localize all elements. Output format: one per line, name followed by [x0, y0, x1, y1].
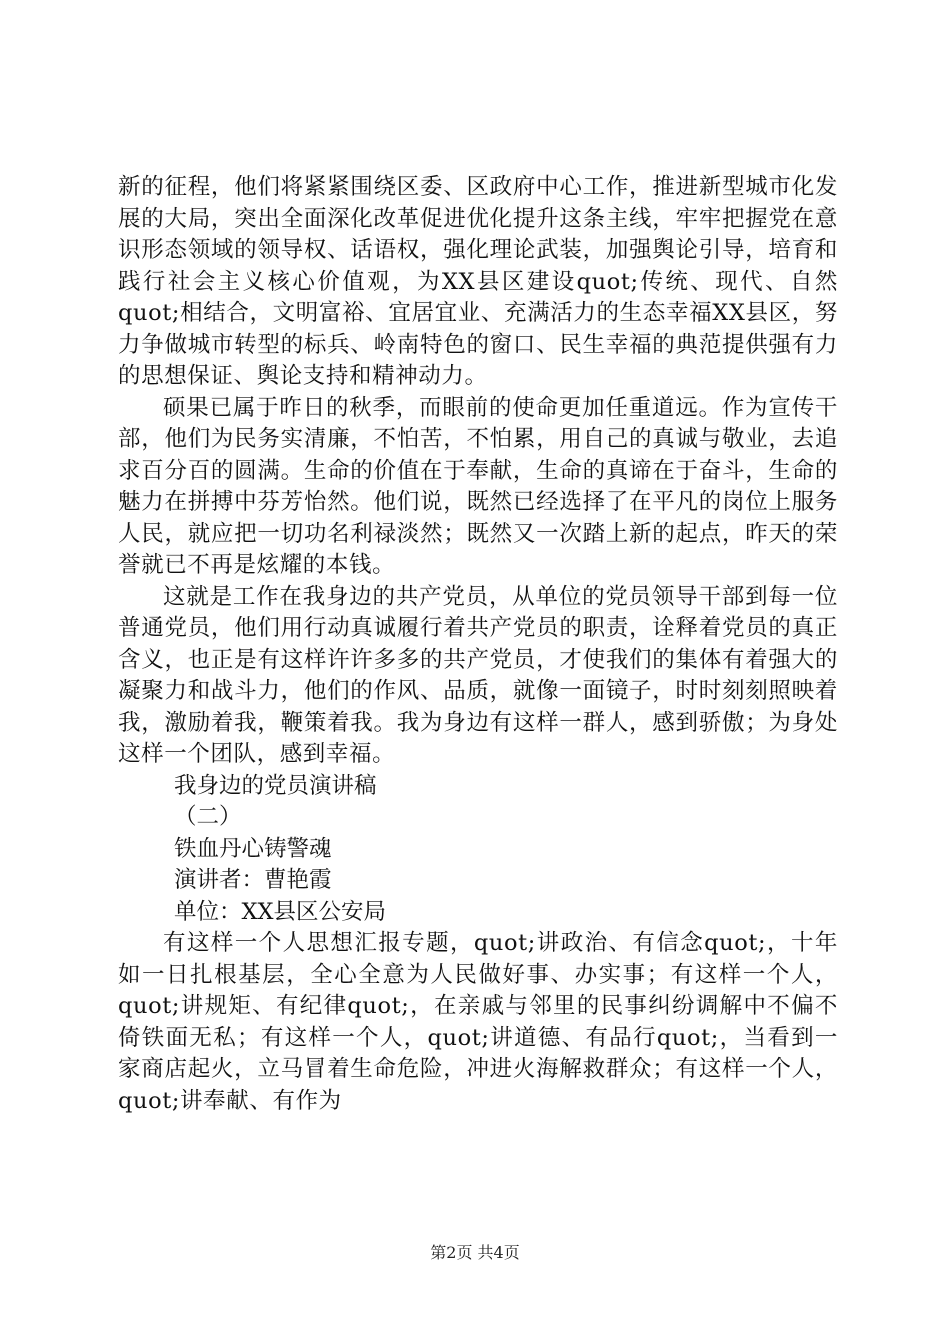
paragraph-4: 有这样一个人思想汇报专题，quot;讲政治、有信念quot;，十年如一日扎根基层，全心全意为人民做好事、办实事；有这样一个人，quot;讲规矩、有纪律quot;，在亲戚与邻里的民事纠纷调解中不偏不倚铁面无私；有这样一个人，quot;讲道德、有品行quot;，当看到一家商店起火，立马冒着生命危险，冲进火海解救群众；有这样一个人，quot;讲奉献、有作为: [118, 930, 838, 1114]
paragraph-3: 这就是工作在我身边的共产党员，从单位的党员领导干部到每一位普通党员，他们用行动真诚履行着共产党员的职责，诠释着党员的真正含义，也正是有这样许许多多的共产党员，才使我们的集体有着强大的凝聚力和战斗力，他们的作风、品质，就像一面镜子，时时刻刻照映着我，激励着我，鞭策着我。我为身边有这样一群人，感到骄傲；为身处这样一个团队，感到幸福。: [118, 583, 838, 767]
speech-part-number: （二）: [174, 804, 242, 830]
document-body: [118, 172, 838, 1117]
paragraph-1: 新的征程，他们将紧紧围绕区委、区政府中心工作，推进新型城市化发展的大局，突出全面深化改革促进优化提升这条主线，牢牢把握党在意识形态领域的领导权、话语权，强化理论武装，加强舆论引导，培育和践行社会主义核心价值观，为XX县区建设quot;传统、现代、自然quot;相结合，文明富裕、宜居宜业、充满活力的生态幸福XX县区，努力争做城市转型的标兵、岭南特色的窗口、民生幸福的典范提供强有力的思想保证、舆论支持和精神动力。: [118, 174, 838, 389]
unit-line: 单位：XX县区公安局: [174, 898, 387, 925]
speech-title: 我身边的党员演讲稿: [174, 772, 377, 799]
page-footer: 第2页 共4页: [430, 1243, 520, 1262]
paragraph-2: 硕果已属于昨日的秋季，而眼前的使命更加任重道远。作为宣传干部，他们为民务实清廉，不怕苦，不怕累，用自己的真诚与敬业，去追求百分百的圆满。生命的价值在于奉献，生命的真谛在于奋斗，生命的魅力在拼搏中芬芳怡然。他们说，既然已经选择了在平凡的岗位上服务人民，就应把一切功名利禄淡然；既然又一次踏上新的起点，昨天的荣誉就已不再是炫耀的本钱。: [118, 394, 838, 578]
speech-subtitle: 铁血丹心铸警魂: [174, 835, 332, 862]
speaker-line: 演讲者：曹艳霞: [174, 867, 332, 893]
